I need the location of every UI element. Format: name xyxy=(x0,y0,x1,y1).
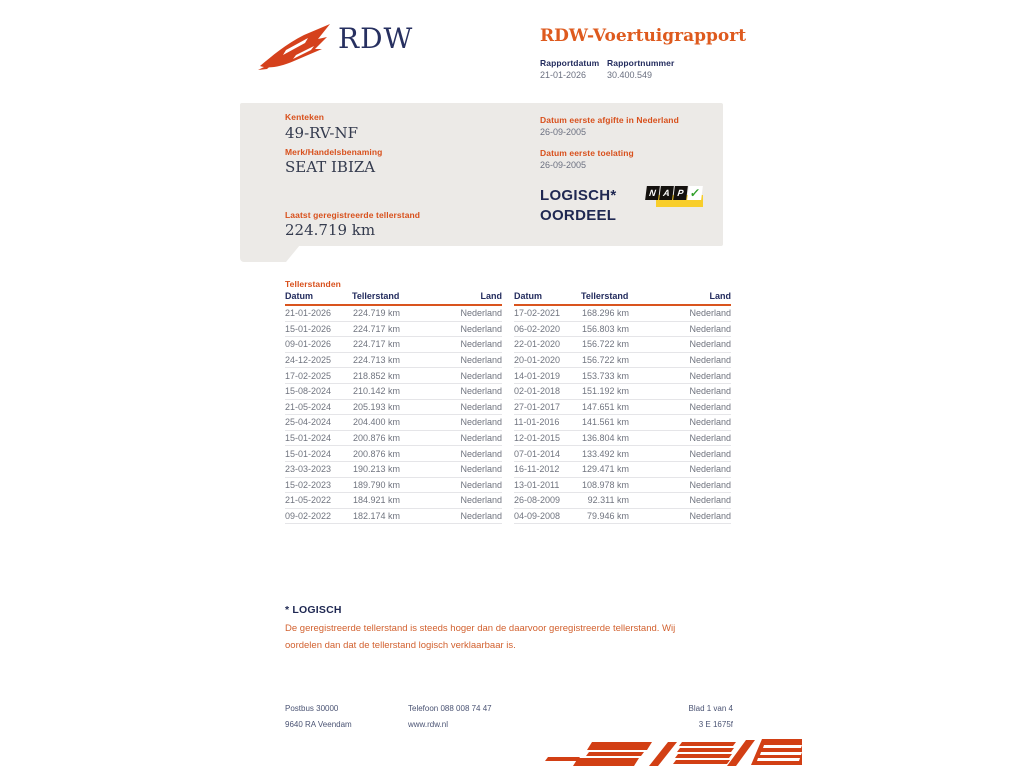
footer-page-number: Blad 1 van 4 xyxy=(688,704,733,713)
date-cell: 15-02-2023 xyxy=(285,477,352,493)
country-cell: Nederland xyxy=(400,415,502,431)
country-cell: Nederland xyxy=(400,493,502,509)
odometer-cell: 153.733 km xyxy=(581,368,629,384)
country-cell: Nederland xyxy=(400,352,502,368)
date-cell: 16-11-2012 xyxy=(514,461,581,477)
date-cell: 26-08-2009 xyxy=(514,493,581,509)
rdw-logo-bird-icon xyxy=(256,22,334,72)
nap-logo xyxy=(646,186,704,210)
country-cell: Nederland xyxy=(400,305,502,321)
date-cell: 02-01-2018 xyxy=(514,383,581,399)
odometer-cell: 224.713 km xyxy=(352,352,400,368)
logisch-footnote-title: * LOGISCH xyxy=(285,604,342,616)
table-header-row xyxy=(514,291,731,305)
date-cell: 14-01-2019 xyxy=(514,368,581,384)
odometer-cell: 151.192 km xyxy=(581,383,629,399)
table-row xyxy=(285,383,502,399)
date-cell: 24-12-2025 xyxy=(285,352,352,368)
odometer-table-left xyxy=(285,291,502,524)
table-row xyxy=(285,477,502,493)
odometer-cell: 92.311 km xyxy=(581,493,629,509)
footer-website: www.rdw.nl xyxy=(408,720,449,729)
date-cell: 06-02-2020 xyxy=(514,321,581,337)
odometer-cell: 205.193 km xyxy=(352,399,400,415)
date-cell: 09-01-2026 xyxy=(285,337,352,353)
date-cell: 27-01-2017 xyxy=(514,399,581,415)
oordeel-line1: LOGISCH* xyxy=(540,187,617,204)
table-row xyxy=(514,493,731,509)
odometer-cell: 224.719 km xyxy=(352,305,400,321)
date-cell: 12-01-2015 xyxy=(514,430,581,446)
table-row xyxy=(514,446,731,462)
odometer-cell: 182.174 km xyxy=(352,508,400,524)
table-row xyxy=(285,508,502,524)
odometer-cell: 136.804 km xyxy=(581,430,629,446)
date-cell: 13-01-2011 xyxy=(514,477,581,493)
summary-box-tab xyxy=(240,245,300,262)
country-cell: Nederland xyxy=(629,352,731,368)
date-cell: 11-01-2016 xyxy=(514,415,581,431)
nap-letter-p: P xyxy=(673,186,688,200)
country-cell: Nederland xyxy=(629,399,731,415)
date-cell: 17-02-2025 xyxy=(285,368,352,384)
date-cell: 17-02-2021 xyxy=(514,305,581,321)
country-cell: Nederland xyxy=(629,368,731,384)
table-row xyxy=(514,337,731,353)
table-row xyxy=(514,399,731,415)
odometer-cell: 210.142 km xyxy=(352,383,400,399)
country-cell: Nederland xyxy=(629,321,731,337)
odometer-cell: 156.722 km xyxy=(581,352,629,368)
date-cell: 07-01-2014 xyxy=(514,446,581,462)
odometer-cell: 156.722 km xyxy=(581,337,629,353)
odometer-cell: 156.803 km xyxy=(581,321,629,337)
country-cell: Nederland xyxy=(629,477,731,493)
report-number-value: 30.400.549 xyxy=(607,70,653,80)
odometer-cell: 190.213 km xyxy=(352,461,400,477)
date-cell: 21-05-2022 xyxy=(285,493,352,509)
country-cell: Nederland xyxy=(629,430,731,446)
table-row xyxy=(285,461,502,477)
oordeel-line2: OORDEEL xyxy=(540,207,617,224)
table-row xyxy=(514,352,731,368)
column-header-datum: Datum xyxy=(285,291,352,305)
column-header-tellerstand: Tellerstand xyxy=(581,291,629,305)
odometer-cell: 133.492 km xyxy=(581,446,629,462)
footer-phone: Telefoon 088 008 74 47 xyxy=(408,704,492,713)
date-cell: 25-04-2024 xyxy=(285,415,352,431)
date-cell: 09-02-2022 xyxy=(285,508,352,524)
odometer-cell: 204.400 km xyxy=(352,415,400,431)
column-header-tellerstand: Tellerstand xyxy=(352,291,400,305)
odometer-cell: 218.852 km xyxy=(352,368,400,384)
country-cell: Nederland xyxy=(400,508,502,524)
footer-address-line2: 9640 RA Veendam xyxy=(285,720,352,729)
odometer-cell: 108.978 km xyxy=(581,477,629,493)
date-cell: 21-01-2026 xyxy=(285,305,352,321)
odometer-table-right xyxy=(514,291,731,524)
date-cell: 15-01-2026 xyxy=(285,321,352,337)
table-row xyxy=(514,477,731,493)
odometer-cell: 200.876 km xyxy=(352,446,400,462)
eerste-afgifte-label: Datum eerste afgifte in Nederland xyxy=(540,115,679,125)
table-row xyxy=(285,321,502,337)
country-cell: Nederland xyxy=(400,399,502,415)
odometer-cell: 168.296 km xyxy=(581,305,629,321)
footer-form-code: 3 E 1675f xyxy=(698,720,733,729)
eerste-afgifte-value: 26-09-2005 xyxy=(540,127,587,137)
odometer-cell: 129.471 km xyxy=(581,461,629,477)
table-row xyxy=(514,430,731,446)
table-row xyxy=(285,305,502,321)
country-cell: Nederland xyxy=(629,446,731,462)
table-row xyxy=(285,446,502,462)
odometer-cell: 224.717 km xyxy=(352,337,400,353)
table-row xyxy=(285,430,502,446)
table-row xyxy=(285,337,502,353)
table-row xyxy=(514,321,731,337)
footer-contact xyxy=(408,701,492,733)
odometer-cell: 224.717 km xyxy=(352,321,400,337)
date-cell: 22-01-2020 xyxy=(514,337,581,353)
country-cell: Nederland xyxy=(400,477,502,493)
nap-letter-n: N xyxy=(645,186,660,200)
odometer-cell: 184.921 km xyxy=(352,493,400,509)
country-cell: Nederland xyxy=(400,368,502,384)
report-number-label: Rapportnummer xyxy=(607,58,675,68)
country-cell: Nederland xyxy=(400,383,502,399)
table-row xyxy=(285,352,502,368)
table-row xyxy=(514,305,731,321)
date-cell: 15-01-2024 xyxy=(285,430,352,446)
rdw-stripes-graphic xyxy=(540,736,802,768)
tellerstanden-tables xyxy=(285,291,731,524)
kenteken-label: Kenteken xyxy=(285,112,325,122)
country-cell: Nederland xyxy=(629,508,731,524)
table-row xyxy=(285,368,502,384)
kenteken-value: 49-RV-NF xyxy=(285,124,358,142)
laatste-tellerstand-label: Laatst geregistreerde tellerstand xyxy=(285,210,421,220)
eerste-toelating-value: 26-09-2005 xyxy=(540,160,587,170)
oordeel-text xyxy=(540,186,617,226)
table-row xyxy=(514,383,731,399)
footer-page-info xyxy=(583,701,733,733)
country-cell: Nederland xyxy=(629,305,731,321)
odometer-cell: 79.946 km xyxy=(581,508,629,524)
table-header-row xyxy=(285,291,502,305)
footer-address xyxy=(285,701,352,733)
report-date-value: 21-01-2026 xyxy=(540,70,587,80)
date-cell: 15-01-2024 xyxy=(285,446,352,462)
date-cell: 20-01-2020 xyxy=(514,352,581,368)
nap-letter-a: A xyxy=(659,186,674,200)
date-cell: 04-09-2008 xyxy=(514,508,581,524)
tellerstanden-section-title: Tellerstanden xyxy=(285,279,341,289)
country-cell: Nederland xyxy=(629,337,731,353)
table-row xyxy=(285,493,502,509)
table-row xyxy=(514,508,731,524)
date-cell: 15-08-2024 xyxy=(285,383,352,399)
odometer-cell: 147.651 km xyxy=(581,399,629,415)
country-cell: Nederland xyxy=(400,337,502,353)
nap-checkmark-icon: ✓ xyxy=(689,186,701,200)
eerste-toelating-label: Datum eerste toelating xyxy=(540,148,634,158)
laatste-tellerstand-value: 224.719 km xyxy=(285,221,376,239)
date-cell: 23-03-2023 xyxy=(285,461,352,477)
country-cell: Nederland xyxy=(400,321,502,337)
footer-address-line1: Postbus 30000 xyxy=(285,704,339,713)
document-title: RDW-Voertuigrapport xyxy=(540,26,747,46)
table-row xyxy=(285,399,502,415)
merk-label: Merk/Handelsbenaming xyxy=(285,147,383,157)
country-cell: Nederland xyxy=(400,446,502,462)
merk-value: SEAT IBIZA xyxy=(285,158,376,176)
odometer-cell: 189.790 km xyxy=(352,477,400,493)
rdw-logo-wordmark: RDW xyxy=(338,22,414,55)
odometer-cell: 141.561 km xyxy=(581,415,629,431)
date-cell: 21-05-2024 xyxy=(285,399,352,415)
table-row xyxy=(514,368,731,384)
country-cell: Nederland xyxy=(629,383,731,399)
column-header-land: Land xyxy=(629,291,731,305)
table-row xyxy=(514,415,731,431)
country-cell: Nederland xyxy=(629,493,731,509)
table-row xyxy=(285,415,502,431)
column-header-datum: Datum xyxy=(514,291,581,305)
odometer-cell: 200.876 km xyxy=(352,430,400,446)
table-row xyxy=(514,461,731,477)
report-date-label: Rapportdatum xyxy=(540,58,600,68)
country-cell: Nederland xyxy=(629,461,731,477)
column-header-land: Land xyxy=(400,291,502,305)
country-cell: Nederland xyxy=(400,461,502,477)
country-cell: Nederland xyxy=(400,430,502,446)
country-cell: Nederland xyxy=(629,415,731,431)
logisch-footnote-text: De geregistreerde tellerstand is steeds hoger dan de daarvoor geregistreerde tellerstand. Wij oordelen dan dat de tellerstand logisch verklaarbaar is. xyxy=(285,623,676,651)
